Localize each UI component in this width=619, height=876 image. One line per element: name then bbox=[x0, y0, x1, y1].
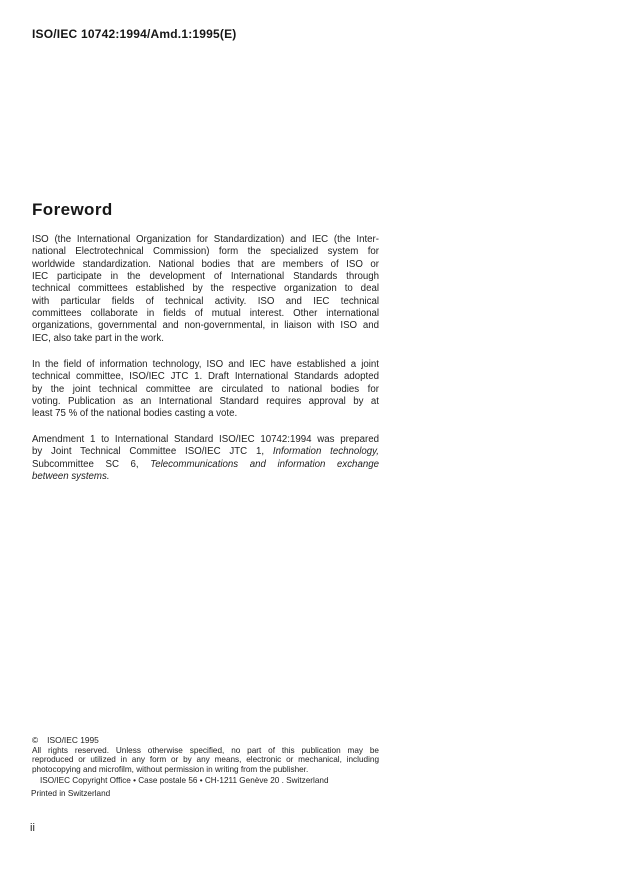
printed-in-line: Printed in Switzerland bbox=[31, 789, 111, 798]
foreword-paragraph-3 bbox=[32, 434, 379, 483]
text-line: IEC, also take part in the work. bbox=[32, 332, 164, 344]
text-line: Amendment 1 to International Standard ISO/IEC 10742:1994 was prepared bbox=[32, 434, 379, 445]
text-line: Subcommittee SC 6, Telecommunications and information exchange bbox=[32, 458, 379, 470]
text-line: by Joint Technical Committee ISO/IEC JTC 1, Information technology, bbox=[32, 446, 379, 458]
copyright-owner-year: ISO/IEC 1995 bbox=[47, 735, 99, 745]
text-line: IEC participate in the development of International Standards through bbox=[32, 271, 379, 283]
foreword-paragraph-1 bbox=[32, 234, 379, 345]
text-line: reproduced or utilized in any form or by any means, electronic or mechanical, including bbox=[32, 755, 379, 765]
foreword-paragraph-2 bbox=[32, 359, 379, 421]
text-line: organizations, governmental and non-governmental, in liaison with ISO and bbox=[32, 320, 379, 332]
text-line: ISO (the International Organization for Standardization) and IEC (the Inter- bbox=[32, 234, 379, 245]
text-line: technical committees established by the respective organization to deal bbox=[32, 283, 379, 295]
copyright-symbol: © bbox=[32, 735, 39, 745]
text-line: committees collaborate in fields of mutual interest. Other international bbox=[32, 308, 379, 320]
text-line: with particular fields of technical activity. ISO and IEC technical bbox=[32, 295, 379, 307]
text-line: worldwide standardization. National bodies that are members of ISO or bbox=[32, 258, 379, 270]
copyright-rights-text bbox=[32, 746, 379, 776]
page-number: ii bbox=[30, 822, 35, 834]
text-line: photocopying and microfilm, without permission in writing from the publisher. bbox=[32, 765, 309, 775]
text-line: by the joint technical committee are circulated to national bodies for bbox=[32, 383, 379, 395]
copyright-office-line: ISO/IEC Copyright Office • Case postale 56 • CH-1211 Genève 20 . Switzerland bbox=[40, 776, 329, 785]
copyright-line bbox=[32, 735, 99, 745]
foreword-heading: Foreword bbox=[32, 200, 113, 219]
text-line: national Electrotechnical Commission) form the specialized system for bbox=[32, 246, 379, 258]
text-line: technical committee, ISO/IEC JTC 1. Draft International Standards adopted bbox=[32, 371, 379, 383]
document-header: ISO/IEC 10742:1994/Amd.1:1995(E) bbox=[32, 27, 237, 41]
text-line: All rights reserved. Unless otherwise specified, no part of this publication may be bbox=[32, 745, 379, 755]
text-line: voting. Publication as an International Standard requires approval by at bbox=[32, 396, 379, 408]
text-line: between systems. bbox=[32, 471, 110, 483]
text-line: least 75 % of the national bodies casting a vote. bbox=[32, 408, 238, 420]
text-line: In the field of information technology, ISO and IEC have established a joint bbox=[32, 359, 379, 370]
